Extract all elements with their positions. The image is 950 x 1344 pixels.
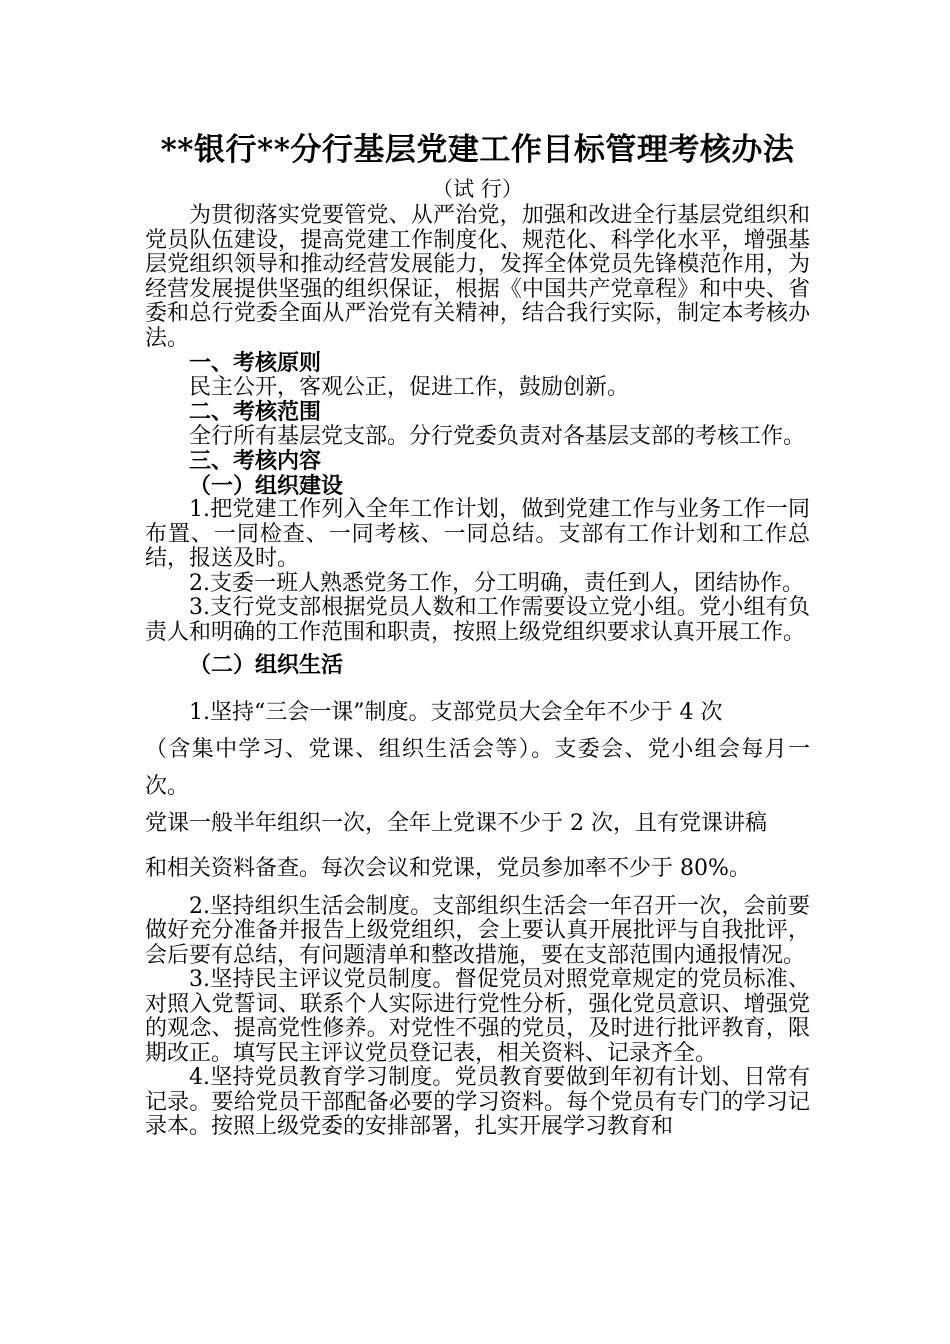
section-heading-content: 三、考核内容	[189, 448, 322, 474]
subsection-heading-life: （二）组织生活	[189, 652, 344, 678]
list-item-three-meetings	[145, 694, 810, 887]
list-item: 3.坚持民主评议党员制度。督促党员对照党章规定的党员标准、对照入党誓词、联系个人实际进行党性分析，强化党员意识、增强党的观念、提高党性修养。对党性不强的党员，及时进行批评教育，限期改正。填写民主评议党员登记表，相关资料、记录齐全。	[145, 967, 810, 1066]
item-line: 和相关资料备查。每次会议和党课，党员参加率不少于 80%。	[145, 855, 751, 881]
list-item: 2.坚持组织生活会制度。支部组织生活会一年召开一次，会前要做好充分准备并报告上级党组织，会上要认真开展批评与自我批评，会后要有总结，有问题清单和整改措施，要在支部范围内通报情况。	[145, 893, 810, 968]
document-title: **银行**分行基层党建工作目标管理考核办法	[160, 132, 795, 168]
section-heading-principles: 一、考核原则	[189, 350, 322, 376]
section-heading-scope: 二、考核范围	[189, 399, 322, 425]
document-subtitle: （试 行）	[432, 177, 523, 201]
item-line: 1.坚持“三会一课”制度。支部党员大会全年不少于 4 次	[189, 699, 723, 725]
list-item: 4.坚持党员教育学习制度。党员教育要做到年初有计划、日常有记录。要给党员干部配备必要的学习资料。每个党员有专门的学习记录本。按照上级党委的安排部署，扎实开展学习教育和	[145, 1065, 810, 1139]
subsection-heading-organization: （一）组织建设	[189, 472, 344, 499]
item-line: 党课一般半年组织一次，全年上党课不少于 2 次，且有党课讲稿	[145, 810, 767, 836]
item-line: （含集中学习、党课、组织生活会等）。支委会、党小组会每月一次。	[145, 736, 810, 799]
list-item: 3.支行党支部根据党员人数和工作需要设立党小组。党小组有负责人和明确的工作范围和职责，按照上级党组织要求认真开展工作。	[145, 595, 810, 645]
list-item: 2.支委一班人熟悉党务工作，分工明确，责任到人，团结协作。	[189, 570, 804, 596]
intro-paragraph: 为贯彻落实党要管党、从严治党，加强和改进全行基层党组织和党员队伍建设，提高党建工作制度化、规范化、科学化水平，增强基层党组织领导和推动经营发展能力，发挥全体党员先锋模范作用，为经营发展提供坚强的组织保证，根据《中国共产党章程》和中央、省委和总行党委全面从严治党有关精神，结合我行实际，制定本考核办法。	[145, 203, 810, 351]
list-item: 1.把党建工作列入全年工作计划，做到党建工作与业务工作一同布置、一同检查、一同考核、一同总结。支部有工作计划和工作总结，报送及时。	[145, 497, 810, 571]
section-text-principles: 民主公开，客观公正，促进工作，鼓励创新。	[189, 374, 630, 400]
section-text-scope: 全行所有基层党支部。分行党委负责对各基层支部的考核工作。	[189, 423, 806, 449]
